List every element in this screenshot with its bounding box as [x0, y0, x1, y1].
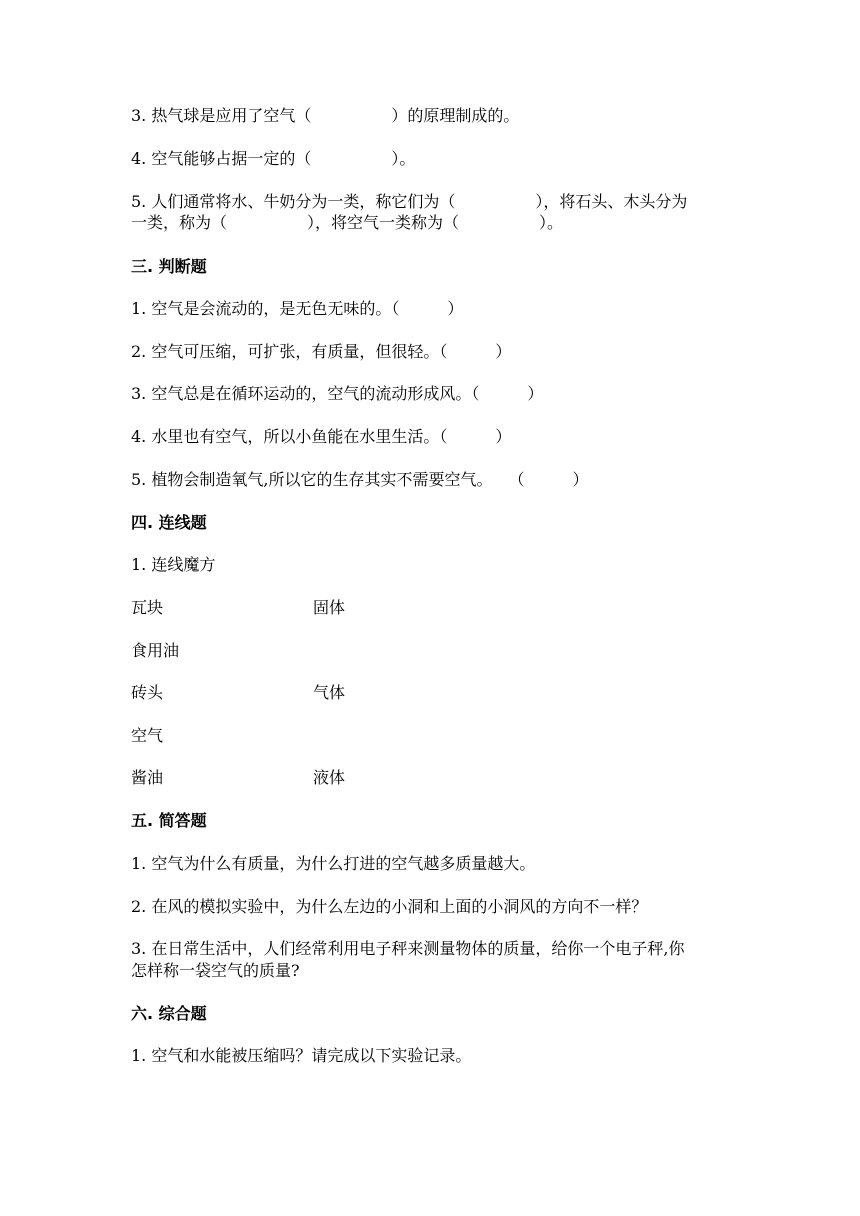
short-answer-q1: 1. 空气为什么有质量，为什么打进的空气越多质量越大。: [131, 854, 536, 873]
matching-right-item: 气体: [313, 683, 346, 702]
matching-left-item: 酱油: [131, 768, 164, 787]
fill-in-q5-line1: 5. 人们通常将水、牛奶分为一类，称它们为（ ），将石头、木头分为: [131, 192, 688, 211]
short-answer-q2: 2. 在风的模拟实验中，为什么左边的小洞和上面的小洞风的方向不一样？: [131, 897, 648, 916]
short-answer-q3-line1: 3. 在日常生活中，人们经常利用电子秤来测量物体的质量，给你一个电子秤,你: [131, 939, 685, 958]
comprehensive-q1: 1. 空气和水能被压缩吗？请完成以下实验记录。: [131, 1046, 472, 1065]
short-answer-q3-line2: 怎样称一袋空气的质量?: [131, 961, 300, 980]
matching-left-item: 空气: [131, 726, 164, 745]
matching-right-item: 液体: [313, 768, 346, 787]
judgement-heading: 三. 判断题: [131, 257, 207, 276]
judgement-item-5: 5. 植物会制造氧气,所以它的生存其实不需要空气。 （ ）: [131, 470, 589, 489]
judgement-item-1: 1. 空气是会流动的，是无色无味的。（ ）: [131, 299, 464, 318]
fill-in-q4: 4. 空气能够占据一定的（ ）。: [131, 149, 416, 168]
matching-q1: 1. 连线魔方: [131, 555, 216, 574]
matching-left-item: 瓦块: [131, 598, 164, 617]
judgement-item-2: 2. 空气可压缩，可扩张，有质量，但很轻。（ ）: [131, 342, 512, 361]
matching-heading: 四. 连线题: [131, 513, 207, 532]
fill-in-q5-line2: 一类，称为（ ），将空气一类称为（ ）。: [131, 213, 564, 232]
fill-in-q3: 3. 热气球是应用了空气（ ）的原理制成的。: [131, 106, 520, 125]
matching-left-item: 砖头: [131, 683, 164, 702]
judgement-item-3: 3. 空气总是在循环运动的，空气的流动形成风。（ ）: [131, 384, 544, 403]
comprehensive-heading: 六. 综合题: [131, 1004, 207, 1023]
short-answer-heading: 五. 简答题: [131, 811, 207, 830]
matching-right-item: 固体: [313, 598, 346, 617]
judgement-item-4: 4. 水里也有空气，所以小鱼能在水里生活。（ ）: [131, 427, 512, 446]
matching-left-item: 食用油: [131, 641, 180, 660]
